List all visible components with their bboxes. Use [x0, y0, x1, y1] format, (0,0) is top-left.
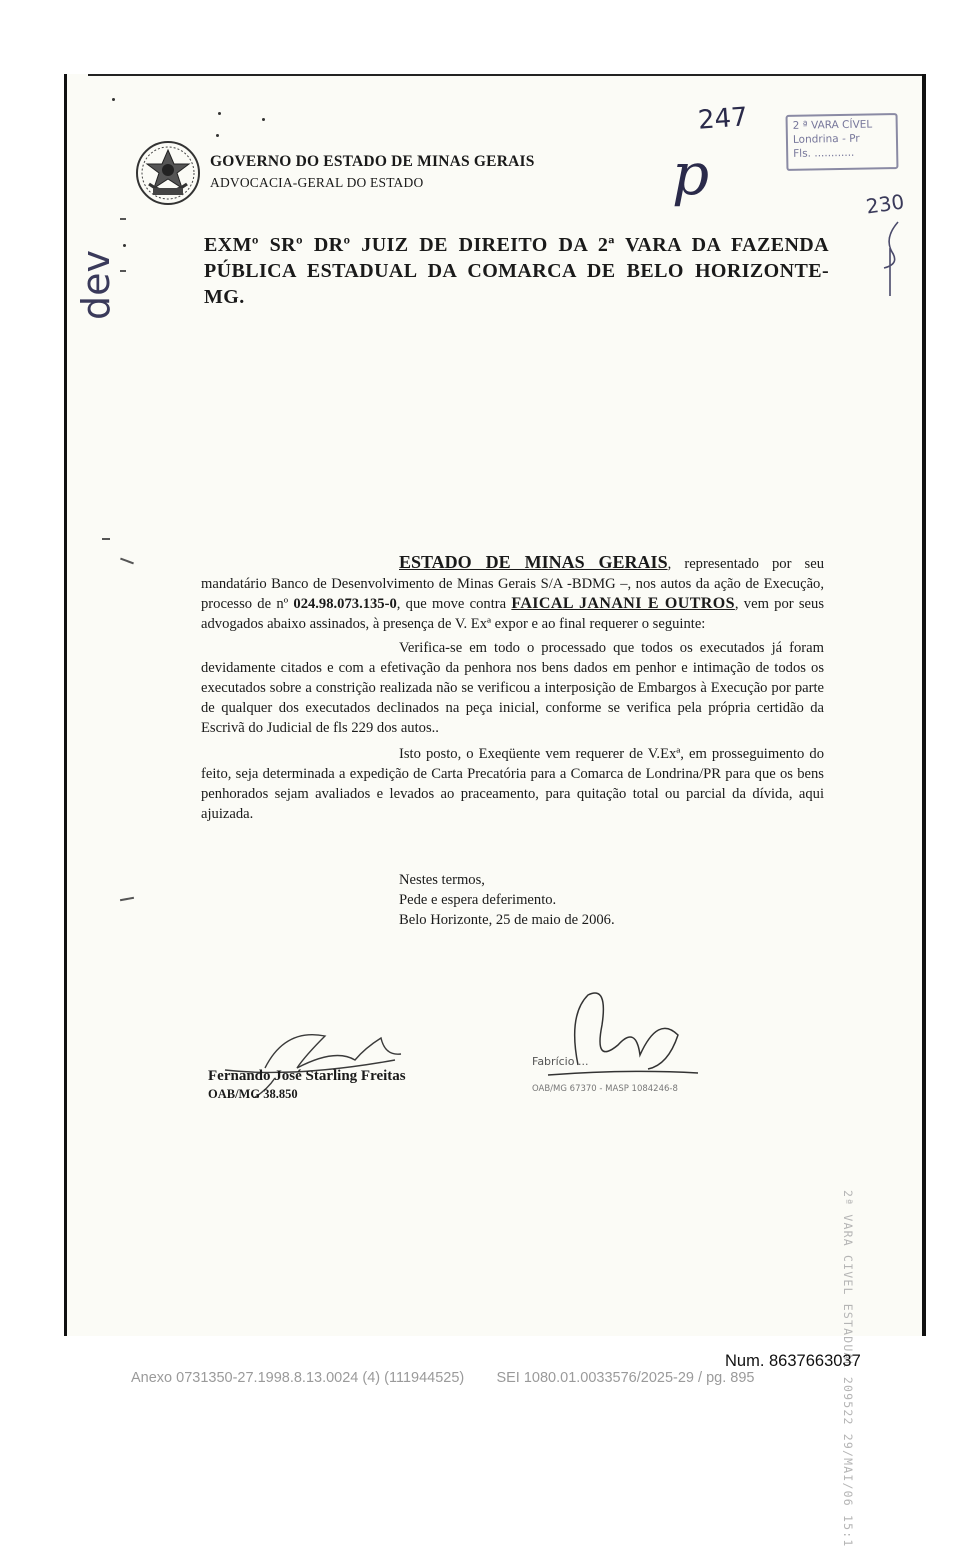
closing-request: Pede e espera deferimento.	[399, 892, 557, 908]
paragraph-intro-text-c: , vem por seus advogados abaixo assinados, à presença de V. Exª expor e ao final requerer o seguinte:	[201, 596, 824, 632]
paragraph-intro	[201, 552, 824, 634]
petition-body	[201, 552, 824, 824]
signature-right-scribble	[528, 985, 718, 1095]
page-edge-top	[88, 74, 926, 76]
document-number: Num. 8637663037	[725, 1352, 861, 1370]
scan-speck	[216, 134, 219, 137]
protocol-stamp-vertical: 2ª VARA CIVEL ESTADUAL 209522 29/MAI/06 15:1	[841, 1190, 855, 1547]
signer-right-oab: OAB/MG 67370 - MASP 1084246-8	[532, 1084, 678, 1094]
handwritten-page-number: 247	[697, 102, 749, 136]
paragraph-intro-text-b: , que move contra	[396, 596, 512, 612]
footer-reference: Anexo 0731350-27.1998.8.13.0024 (4) (111944525) SEI 1080.01.0033576/2025-29 / pg. 895	[131, 1370, 755, 1386]
defendant-name: FAICAL JANANI E OUTROS	[511, 595, 735, 612]
stamp-line-pages: Fls. ............	[793, 146, 855, 160]
stamp-line-court: 2 ª VARA CÍVEL	[792, 118, 873, 132]
stamp-line-city: Londrina - Pr	[792, 132, 860, 146]
closing-terms: Nestes termos,	[399, 872, 485, 888]
paragraph-facts: Verifica-se em todo o processado que todos os executados já foram devidamente citados e com a efetivação da penhora nos bens dados em penhor e intimação de todos os executados sobre a constrição realizada não se verificou a interposição de Embargos à Execução por parte de qualquer dos executados declinados na peça inicial, conforme se verifica pela própria certidão da Escrivã do Judicial de fls 229 dos autos..	[201, 640, 824, 736]
process-number: 024.98.073.135-0	[293, 596, 397, 612]
scan-speck	[262, 118, 265, 121]
page-edge-left	[64, 74, 67, 1336]
plaintiff-name: ESTADO DE MINAS GERAIS	[399, 552, 668, 572]
addressee-block	[204, 232, 829, 310]
signer-left-name: Fernando José Starling Freitas	[208, 1068, 406, 1084]
handwritten-initial: p	[672, 140, 710, 208]
addressee-line-2: PÚBLICA ESTADUAL DA COMARCA DE BELO HORIZONTE-MG.	[204, 260, 829, 308]
handwritten-rubric-mark	[870, 218, 910, 298]
closing-block	[399, 870, 615, 930]
signer-left-oab: OAB/MG 38.850	[208, 1087, 298, 1101]
handwritten-margin-note: dev	[74, 250, 118, 320]
paragraph-intro-text-a: , representado por seu mandatário Banco de Desenvolvimento de Minas Gerais S/A -BDMG –, nos autos da ação de Execução, processo de nº	[201, 556, 824, 612]
closing-place-date: Belo Horizonte, 25 de maio de 2006.	[399, 912, 615, 928]
scan-speck	[112, 98, 115, 101]
page-edge-right	[922, 74, 926, 1336]
handwritten-old-page-number: 230	[864, 189, 906, 219]
scan-speck	[218, 112, 221, 115]
addressee-line-1: EXMº SRº DRº JUIZ DE DIREITO DA 2ª VARA DA FAZENDA	[204, 234, 829, 256]
paragraph-request: Isto posto, o Exeqüente vem requerer de V.Exª, em prosseguimento do feito, seja determinada a expedição de Carta Precatória para a Comarca de Londrina/PR para que os bens penhorados sejam avaliados e levados ao praceamento, para quitação total ou parcial da dívida, aqui ajuizada.	[201, 746, 824, 822]
scan-dash	[102, 538, 110, 540]
scan-speck	[123, 244, 126, 247]
court-receipt-stamp	[786, 113, 899, 171]
scan-dash	[120, 218, 126, 220]
coat-of-arms-seal	[135, 140, 201, 206]
scan-dash	[120, 270, 126, 272]
header-government: GOVERNO DO ESTADO DE MINAS GERAIS	[210, 153, 535, 170]
header-department: ADVOCACIA-GERAL DO ESTADO	[210, 175, 424, 190]
signer-right-name: Fabrício ...	[532, 1055, 589, 1068]
